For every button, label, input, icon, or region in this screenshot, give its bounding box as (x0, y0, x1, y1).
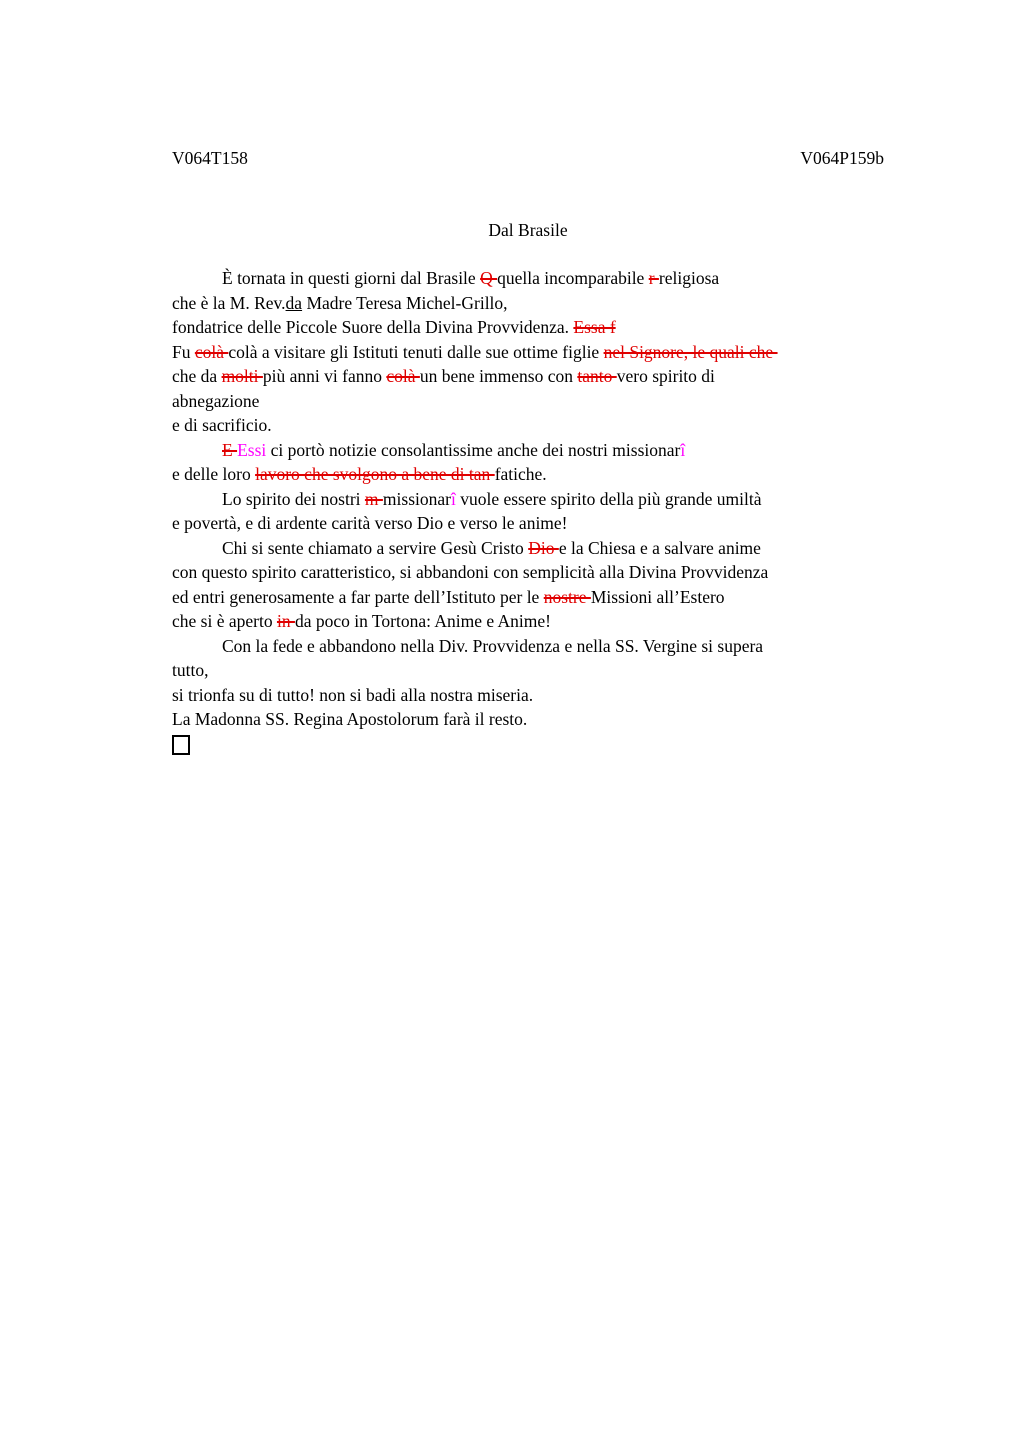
text-line (172, 462, 884, 487)
text-line (172, 315, 884, 340)
deleted-text: nel Signore, le quali che (603, 341, 778, 362)
text-segment: si trionfa su di tutto! non si badi alla nostra miseria. (172, 684, 534, 705)
text-segment: tutto, (172, 660, 209, 680)
text-segment: Missioni all’Estero (590, 586, 725, 607)
document-title: Dal Brasile (488, 219, 568, 240)
text-line (172, 732, 884, 757)
text-line (172, 291, 884, 316)
text-segment: che è la M. Rev. (172, 292, 286, 313)
text-line (172, 364, 884, 389)
deleted-text: in (276, 611, 295, 631)
document-content (172, 146, 884, 756)
text-segment: ed entri generosamente a far parte dell’Istituto per le (172, 586, 544, 607)
deleted-text: E (222, 439, 238, 460)
text-segment: È tornata in questi giorni dal Brasile (222, 268, 481, 288)
text-line (172, 683, 884, 708)
text-line (172, 511, 884, 536)
deleted-text: lavoro che svolgono a bene di tan (255, 464, 495, 484)
text-segment: La Madonna SS. Regina Apostolorum farà il resto. (172, 709, 528, 729)
text-segment: da poco in Tortona: Anime e Anime! (294, 611, 551, 631)
text-segment: vuole essere spirito della più grande umiltà (455, 488, 762, 509)
text-line (172, 340, 884, 365)
text-segment: quella incomparabile (497, 268, 649, 288)
text-segment: Lo spirito dei nostri (222, 488, 365, 509)
text-line (172, 536, 884, 561)
text-line (172, 585, 884, 610)
text-segment: e di sacrificio. (172, 415, 272, 435)
text-line (172, 560, 884, 585)
deleted-text: molti (221, 366, 263, 386)
text-segment: Madre Teresa Michel-Grillo, (302, 292, 508, 313)
deleted-text: Dio (528, 537, 559, 558)
text-segment: Fu (172, 341, 195, 362)
empty-square-glyph (172, 735, 190, 755)
text-line (172, 707, 884, 732)
text-segment: un bene immenso con (419, 366, 578, 386)
header-left-code: V064T158 (172, 148, 248, 168)
text-segment: che da (172, 366, 222, 386)
text-line (172, 438, 884, 463)
text-segment: fondatrice delle Piccole Suore della Divina Provvidenza. (172, 317, 574, 337)
text-segment: ci portò notizie consolantissime anche dei nostri missionar (266, 439, 681, 460)
header-right-code: V064P159b (800, 148, 884, 168)
text-segment: abnegazione (172, 390, 260, 411)
inserted-text: î (450, 488, 456, 509)
deleted-text: r (648, 268, 659, 288)
document-body (172, 266, 884, 756)
text-line (172, 413, 884, 438)
text-segment: missionar (382, 488, 451, 509)
text-segment: religiosa (658, 268, 720, 288)
deleted-text: nostre (543, 586, 591, 607)
deleted-text: colà (386, 366, 420, 386)
text-segment: vero spirito di (616, 366, 715, 386)
deleted-text: colà (194, 341, 229, 362)
inserted-text: î (680, 439, 686, 460)
deleted-text: m (364, 488, 383, 509)
text-segment: colà a visitare gli Istituti tenuti dalle sue ottime figlie (228, 341, 604, 362)
text-segment: Chi si sente chiamato a servire Gesù Cristo (222, 537, 529, 558)
text-segment: e povertà, e di ardente carità verso Dio e verso le anime! (172, 513, 568, 533)
inserted-text: Essi (237, 439, 267, 460)
text-segment: e la Chiesa e a salvare anime (558, 537, 761, 558)
text-line (172, 487, 884, 512)
text-segment: e delle loro (172, 464, 256, 484)
text-line (172, 266, 884, 291)
text-segment: che si è aperto (172, 611, 277, 631)
underlined-text: da (285, 292, 303, 313)
text-line (172, 389, 884, 414)
text-line (172, 658, 884, 683)
deleted-text: tanto (577, 366, 617, 386)
text-line (172, 609, 884, 634)
deleted-text: Q (480, 268, 498, 288)
text-segment: fatiche. (494, 464, 547, 484)
text-segment: più anni vi fanno (262, 366, 387, 386)
text-line (172, 634, 884, 659)
deleted-text: Essa f (573, 317, 616, 337)
text-segment: Con la fede e abbandono nella Div. Provvidenza e nella SS. Vergine si supera (222, 635, 764, 656)
page-header (172, 146, 884, 171)
text-segment: con questo spirito caratteristico, si abbandoni con semplicità alla Divina Provvidenza (172, 562, 769, 582)
